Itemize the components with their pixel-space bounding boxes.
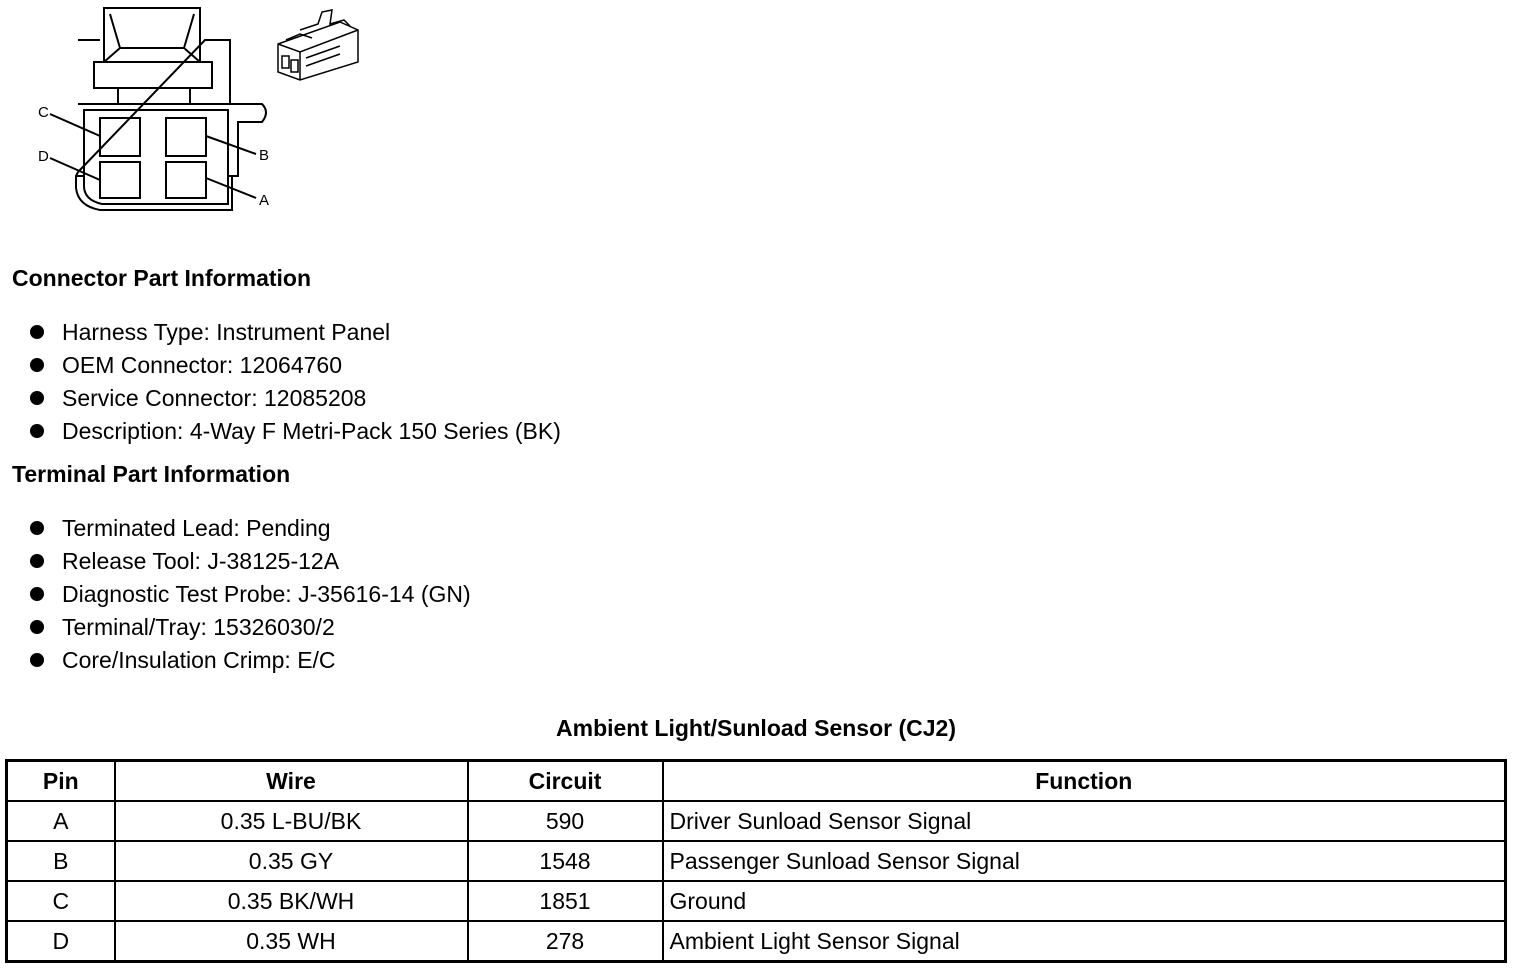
- list-item: [30, 611, 471, 644]
- function-cell: Ground: [663, 881, 1506, 921]
- column-header-wire: Wire: [115, 761, 468, 802]
- table-row: [7, 881, 1506, 921]
- terminal-part-info-list: [30, 512, 471, 677]
- table-header-row: [7, 761, 1506, 802]
- service-connector-text: Service Connector: 12085208: [62, 385, 367, 411]
- release-tool-text: Release Tool: J-38125-12A: [62, 548, 340, 574]
- list-item: [30, 349, 561, 382]
- list-item: [30, 512, 471, 545]
- diagnostic-test-probe-text: Diagnostic Test Probe: J-35616-14 (GN): [62, 581, 471, 607]
- circuit-cell: 590: [468, 801, 663, 841]
- function-cell: Ambient Light Sensor Signal: [663, 921, 1506, 962]
- table-row: [7, 921, 1506, 962]
- list-item: [30, 578, 471, 611]
- pin-label-d: D: [38, 148, 49, 165]
- circuit-cell: 278: [468, 921, 663, 962]
- wire-cell: 0.35 WH: [115, 921, 468, 962]
- table-row: [7, 841, 1506, 881]
- column-header-pin: Pin: [7, 761, 115, 802]
- pin-label-a: A: [259, 192, 270, 209]
- bullet-icon: [30, 620, 44, 634]
- list-item: [30, 316, 561, 349]
- pin-label-b: B: [259, 147, 270, 164]
- table-row: [7, 801, 1506, 841]
- terminal-tray-text: Terminal/Tray: 15326030/2: [62, 614, 335, 640]
- connector-part-info-list: [30, 316, 561, 448]
- pin-cell: B: [7, 841, 115, 881]
- function-cell: Passenger Sunload Sensor Signal: [663, 841, 1506, 881]
- list-item: [30, 545, 471, 578]
- circuit-cell: 1548: [468, 841, 663, 881]
- function-cell: Driver Sunload Sensor Signal: [663, 801, 1506, 841]
- bullet-icon: [30, 358, 44, 372]
- pin-cell: D: [7, 921, 115, 962]
- terminal-part-info-title: Terminal Part Information: [12, 461, 291, 487]
- pin-label-c: C: [38, 104, 49, 121]
- circuit-cell: 1851: [468, 881, 663, 921]
- list-item: [30, 415, 561, 448]
- column-header-circuit: Circuit: [468, 761, 663, 802]
- connector-part-info-title: Connector Part Information: [12, 265, 312, 291]
- core-insulation-crimp-text: Core/Insulation Crimp: E/C: [62, 647, 336, 673]
- oem-connector-text: OEM Connector: 12064760: [62, 352, 343, 378]
- connector-isometric-icon: [278, 10, 358, 80]
- bullet-icon: [30, 587, 44, 601]
- bullet-icon: [30, 653, 44, 667]
- list-item: [30, 644, 471, 677]
- pin-cell: A: [7, 801, 115, 841]
- bullet-icon: [30, 554, 44, 568]
- bullet-icon: [30, 424, 44, 438]
- column-header-function: Function: [663, 761, 1506, 802]
- wire-cell: 0.35 L-BU/BK: [115, 801, 468, 841]
- wire-cell: 0.35 BK/WH: [115, 881, 468, 921]
- bullet-icon: [30, 325, 44, 339]
- terminated-lead-text: Terminated Lead: Pending: [62, 515, 331, 541]
- wire-cell: 0.35 GY: [115, 841, 468, 881]
- list-item: [30, 382, 561, 415]
- bullet-icon: [30, 521, 44, 535]
- connector-diagram: [0, 0, 380, 230]
- table-title: Ambient Light/Sunload Sensor (CJ2): [556, 715, 956, 741]
- pinout-table: [5, 759, 1507, 963]
- bullet-icon: [30, 391, 44, 405]
- description-text: Description: 4-Way F Metri-Pack 150 Series (BK): [62, 418, 561, 444]
- harness-type-text: Harness Type: Instrument Panel: [62, 319, 391, 345]
- pin-cell: C: [7, 881, 115, 921]
